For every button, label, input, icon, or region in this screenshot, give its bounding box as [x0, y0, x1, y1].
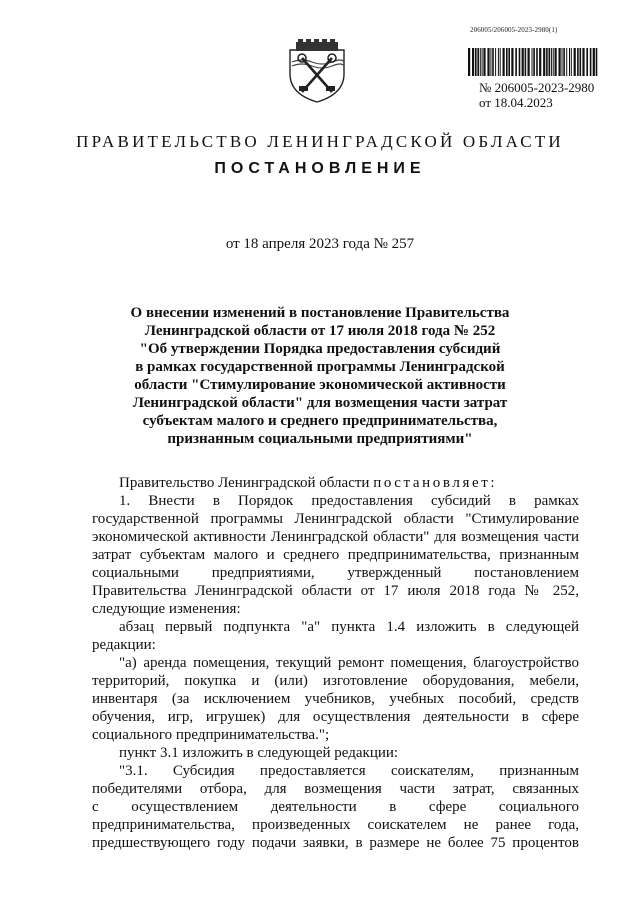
barcode-bar — [574, 48, 576, 76]
barcode-bar — [483, 48, 485, 76]
barcode-bar — [503, 48, 505, 76]
intro-line — [92, 474, 579, 492]
paragraph-1-line: следующие изменения: — [92, 601, 241, 617]
barcode-bar — [563, 48, 565, 76]
barcode-bar — [500, 48, 501, 76]
barcode-bar — [487, 48, 489, 76]
barcode-bar — [562, 48, 563, 76]
barcode-bar — [582, 48, 584, 76]
paragraph-1-line: государственной программы Ленинградской области "Стимулирование — [92, 511, 579, 527]
paragraph-1-line: экономической активности Ленинградской области" для возмещения части — [92, 529, 579, 545]
paragraph-2-line: абзац первый подпункта "а" пункта 1.4 изложить в следующей — [119, 619, 579, 635]
barcode-bar — [596, 48, 598, 76]
registration-date: от 18.04.2023 — [479, 95, 553, 110]
barcode-bar — [571, 48, 572, 76]
barcode-bar — [533, 48, 535, 76]
subject-line: "Об утверждении Порядка предоставления субсидий — [139, 341, 501, 357]
barcode-bar — [566, 48, 567, 76]
barcode-bar — [492, 48, 494, 76]
barcode-bar — [536, 48, 538, 76]
barcode-bar — [525, 48, 527, 76]
paragraph-3-line: "а) аренда помещения, текущий ремонт помещения, благоустройство — [119, 655, 579, 671]
paragraph-3-line: обучения, игр, игрушек) для осуществления деятельности в сфере — [92, 709, 579, 725]
barcode-bar — [472, 48, 474, 76]
paragraph-4-line: пункт 3.1 изложить в следующей редакции: — [119, 745, 399, 761]
barcode-bar — [553, 48, 554, 76]
subject-line: Ленинградской области" для возмещения части затрат — [132, 395, 508, 411]
document-subject — [120, 304, 520, 448]
subject-line: О внесении изменений в постановление Правительства — [130, 305, 510, 321]
document-reference-number: 206005/206005-2023-2980(1) — [470, 26, 558, 34]
barcode-bar — [506, 48, 508, 76]
barcode-bar — [511, 48, 513, 76]
barcode-bar — [480, 48, 481, 76]
paragraph-3-line: территорий, покупка и (или) изготовление оборудования, мебели, — [92, 673, 579, 689]
barcode-bar — [577, 48, 579, 76]
government-title: ПРАВИТЕЛЬСТВО ЛЕНИНГРАДСКОЙ ОБЛАСТИ — [76, 132, 564, 151]
subject-line: в рамках государственной программы Ленинградской — [135, 359, 505, 375]
barcode-bar — [490, 48, 491, 76]
intro-verb: постановляет: — [373, 475, 498, 491]
paragraph-3-line: инвентаря (за исключением учебников, учебных пособий, средств — [92, 691, 579, 707]
barcode-bar — [569, 48, 570, 76]
barcode-bar — [519, 48, 521, 76]
barcode-bar — [475, 48, 477, 76]
barcode-bar — [590, 48, 592, 76]
barcode-bar — [508, 48, 510, 76]
paragraph-2-line: редакции: — [92, 637, 156, 653]
barcode-bar — [586, 48, 588, 76]
paragraph-5-line: победителями отбора, для возмещения части затрат, связанных — [92, 781, 579, 797]
leningrad-oblast-coat-of-arms-icon — [286, 36, 348, 104]
subject-line: Ленинградской области от 17 июля 2018 года № 252 — [144, 323, 496, 339]
paragraph-5-line: "3.1. Субсидия предоставляется соискателям, признанным — [119, 763, 579, 779]
barcode-bar — [477, 48, 479, 76]
barcode-bar — [580, 48, 582, 76]
registration-number: № 206005-2023-2980 — [479, 80, 595, 95]
barcode-bar — [555, 48, 557, 76]
barcode-bar — [495, 48, 496, 76]
barcode-bar — [515, 48, 517, 76]
paragraph-1-line: социальными предприятиями, утвержденный постановлением — [92, 565, 579, 581]
paragraph-1-line: Правительства Ленинградской области от 17 июля 2018 года № 252, — [92, 583, 579, 599]
barcode — [468, 48, 598, 76]
barcode-bar — [528, 48, 530, 76]
barcode-bar — [543, 48, 545, 76]
paragraph-1-line: затрат субъектам малого и среднего предпринимательства, признанным — [92, 547, 579, 563]
barcode-bar — [532, 48, 533, 76]
barcode-bar — [551, 48, 552, 76]
barcode-bar — [539, 48, 541, 76]
paragraph-3-line: социального предпринимательства."; — [92, 727, 330, 743]
barcode-bar — [546, 48, 548, 76]
document-body — [92, 474, 579, 852]
subject-line: признанным социальными предприятиями" — [167, 431, 473, 447]
barcode-bar — [559, 48, 561, 76]
barcode-bar — [498, 48, 499, 76]
barcode-bar — [549, 48, 551, 76]
barcode-bar — [468, 48, 470, 76]
paragraph-5-line: с осуществлением деятельности в сфере социального — [92, 799, 579, 815]
barcode-bar — [522, 48, 524, 76]
subject-line: области "Стимулирование экономической активности — [134, 377, 506, 393]
subject-line: субъектам малого и среднего предпринимательства, — [142, 413, 498, 429]
intro-prefix: Правительство Ленинградской области — [119, 475, 374, 491]
barcode-bar — [593, 48, 595, 76]
document-type: ПОСТАНОВЛЕНИЕ — [214, 160, 426, 177]
document-date-number: от 18 апреля 2023 года № 257 — [225, 236, 415, 252]
paragraph-5-line: предпринимательства, произведенных соискателем не ранее года, — [92, 817, 579, 833]
paragraph-5-line: предшествующего году подачи заявки, в размере не более 75 процентов — [92, 835, 579, 851]
paragraph-1-line: 1. Внести в Порядок предоставления субсидий в рамках — [119, 493, 579, 509]
barcode-bar — [482, 48, 483, 76]
